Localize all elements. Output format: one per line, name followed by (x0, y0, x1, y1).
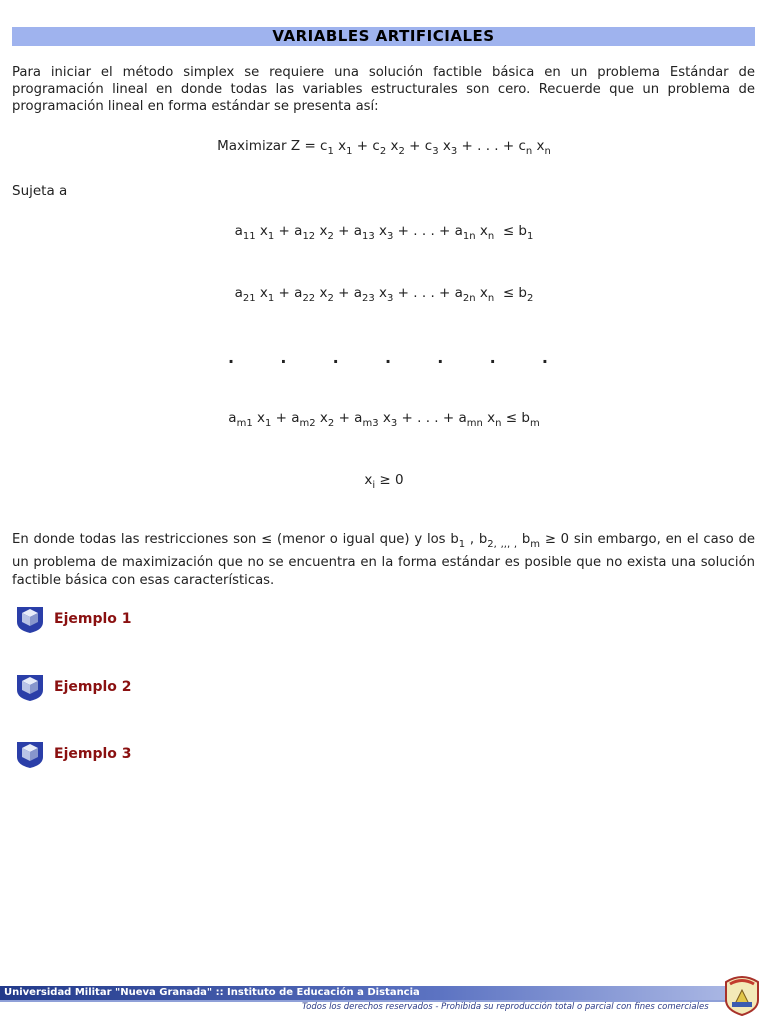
objective-function: Maximizar $Z = c_1$ $x_1 + c_2$ $x_2 + c_3$ $x_3$ + . . . + $c_n$ $x_n$ (217, 138, 551, 157)
cube-shield-icon (14, 739, 46, 769)
cube-shield-icon (14, 604, 46, 634)
footer-copyright: Todos los derechos reservados - Prohibida su reproducción total o parcial con fines comerciales (302, 1002, 709, 1012)
example-link-2[interactable] (14, 672, 132, 702)
example-link-3[interactable] (14, 739, 132, 769)
example-label[interactable]: Ejemplo 3 (54, 746, 132, 762)
ellipsis-row: . . . . . . . (228, 348, 548, 367)
constraint-row-2: $a_{21}$ $x_1 + a_{22}$ $x_2 + a_{23}$ $x_3$ + . . . + $a_{2n}$ $x_n \le b_2$ (234, 285, 534, 304)
closing-paragraph: En donde todas las restricciones son ≤ (menor o igual que) y los $b_1$ , $b_{2, ,,, ,}$ $b_m \ge 0$ sin embargo, en el caso de un problema de maximización que no se encuentra en la forma estándar es posible que no exista una solución factible básica con esas características. (12, 532, 755, 588)
nonnegativity-constraint: $x_i \ge 0$ (364, 472, 404, 491)
intro-paragraph: Para iniciar el método simplex se requiere una solución factible básica en un problema Estándar de programación lineal en donde todas las variables estructurales son cero. Recuerde que un problema de programación lineal en forma estándar se presenta así: (12, 65, 755, 114)
sujeta-label: Sujeta a (12, 183, 68, 199)
university-seal-icon (722, 972, 762, 1016)
example-label[interactable]: Ejemplo 1 (54, 611, 132, 627)
cube-shield-icon (14, 672, 46, 702)
constraint-row-1: $a_{11}$ $x_1 + a_{12}$ $x_2 + a_{13}$ $x_3$ + . . . + $a_{1n}$ $x_n \le b_1$ (234, 223, 534, 242)
example-label[interactable]: Ejemplo 2 (54, 679, 132, 695)
example-link-1[interactable] (14, 604, 132, 634)
constraint-row-m: $a_{m1}$ $x_1 + a_{m2}$ $x_2 + a_{m3}$ $x_3$ + . . . + $a_{mn}$ $x_n \le b_m$ (228, 410, 540, 429)
page-title: VARIABLES ARTIFICIALES (12, 27, 755, 46)
footer-institution-bar: Universidad Militar "Nueva Granada" :: Instituto de Educación a Distancia (0, 986, 730, 1000)
